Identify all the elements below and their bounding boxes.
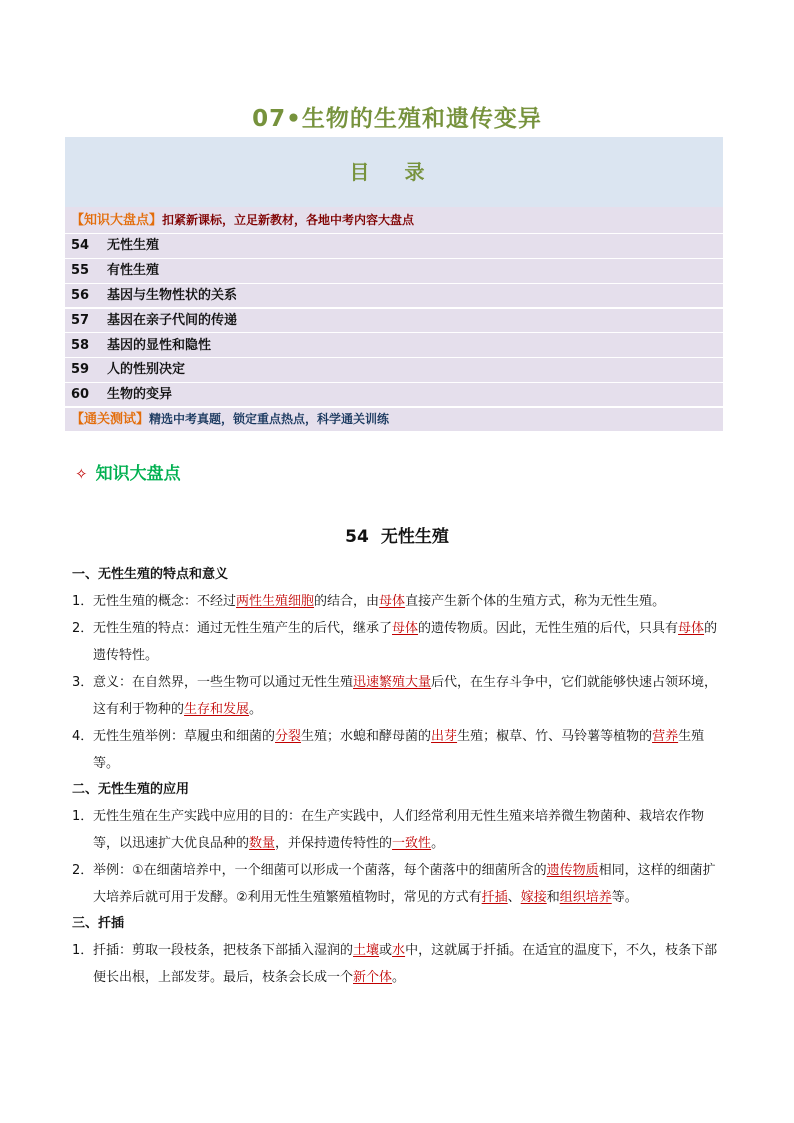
- toc-item-num: 56: [71, 288, 90, 304]
- chapter-label: 无性生殖: [380, 527, 449, 547]
- toc-heading: 目 录: [65, 137, 723, 207]
- toc-knowledge-note: 扣紧新课标，立足新教材，各地中考内容大盘点: [162, 212, 415, 227]
- keyword: 水: [392, 943, 406, 958]
- item-number: 1．: [72, 809, 94, 824]
- list-item: [72, 588, 724, 615]
- keyword: 母体: [379, 594, 406, 609]
- item-text: 扦插：剪取一段枝条，把枝条下部插入湿润的土壤或水中，这就属于扦插。在适宜的温度下，不久，枝条下部便长出根，上部发芽。最后，枝条会长成一个新个体。: [93, 943, 718, 985]
- item-text: 无性生殖的特点：通过无性生殖产生的后代，继承了母体的遗传物质。因此，无性生殖的后代，只具有母体的遗传特性。: [93, 621, 718, 663]
- toc-item[interactable]: [65, 358, 723, 382]
- keyword: 两性生殖细胞: [236, 594, 315, 609]
- list-item: [72, 857, 724, 911]
- toc-item-num: 60: [71, 387, 90, 403]
- toc-item-label: 基因与生物性状的关系: [107, 288, 238, 304]
- toc-item-label: 人的性别决定: [107, 362, 186, 378]
- item-text: 举例：①在细菌培养中，一个细菌可以形成一个菌落，每个菌落中的细菌所含的遗传物质相同，这样的细菌扩大培养后就可用于发酵。②利用无性生殖繁殖植物时，常见的方式有扦插、嫁接和组织培养等。: [93, 863, 716, 905]
- toc-item-num: 58: [71, 337, 90, 353]
- chapter-title: [0, 522, 794, 547]
- item-text: 无性生殖举例：草履虫和细菌的分裂生殖；水螅和酵母菌的出芽生殖；椒草、竹、马铃薯等植物的营养生殖等。: [93, 729, 705, 771]
- toc-item[interactable]: [65, 333, 723, 357]
- toc-item[interactable]: [65, 259, 723, 283]
- toc-item-label: 有性生殖: [107, 263, 160, 279]
- list-item: [72, 615, 724, 669]
- keyword: 母体: [678, 621, 705, 636]
- item-number: 3．: [72, 675, 94, 690]
- content-body: [72, 562, 724, 991]
- list-item: [72, 937, 724, 991]
- toc-test-note: 精选中考真题，锁定重点热点，科学通关训练: [149, 411, 390, 426]
- subheading-3: 三、扦插: [72, 916, 125, 931]
- toc-item-label: 无性生殖: [107, 238, 160, 254]
- keyword: 迅速繁殖大量: [353, 675, 432, 690]
- toc-item[interactable]: [65, 234, 723, 258]
- toc-knowledge-bracket: 【知识大盘点】: [71, 212, 163, 228]
- table-of-contents: [65, 137, 723, 431]
- keyword: 分裂: [275, 729, 302, 744]
- subheading-2: 二、无性生殖的应用: [72, 782, 190, 797]
- list-item: [72, 723, 724, 777]
- item-number: 2．: [72, 863, 94, 878]
- toc-item-label: 基因的显性和隐性: [107, 337, 212, 353]
- keyword: 组织培养: [559, 890, 612, 905]
- keyword: 营养: [652, 729, 679, 744]
- item-text: 无性生殖在生产实践中应用的目的：在生产实践中，人们经常利用无性生殖来培养微生物菌种、栽培农作物等，以迅速扩大优良品种的数量，并保持遗传特性的一致性。: [93, 809, 705, 851]
- keyword: 遗传物质: [546, 863, 599, 878]
- keyword: 嫁接: [520, 890, 547, 905]
- keyword: 新个体: [353, 970, 393, 985]
- toc-item-label: 基因在亲子代间的传递: [107, 312, 238, 328]
- keyword: 扦插: [481, 890, 508, 905]
- toc-item-num: 57: [71, 312, 90, 328]
- list-item: [72, 669, 724, 723]
- item-number: 2．: [72, 621, 94, 636]
- toc-test-bracket: 【通关测试】: [71, 411, 150, 427]
- item-text: 无性生殖的概念：不经过两性生殖细胞的结合，由母体直接产生新个体的生殖方式，称为无性生殖。: [93, 594, 666, 609]
- toc-item[interactable]: [65, 284, 723, 308]
- keyword: 母体: [392, 621, 419, 636]
- keyword: 一致性: [392, 836, 432, 851]
- toc-knowledge-row[interactable]: [65, 207, 723, 233]
- keyword: 生存和发展: [184, 702, 250, 717]
- item-text: 意义：在自然界，一些生物可以通过无性生殖迅速繁殖大量后代，在生存斗争中，它们就能够快速占领环境，这有利于物种的生存和发展。: [93, 675, 718, 717]
- four-point-star-icon: ✧: [75, 465, 88, 483]
- section-label: 知识大盘点: [95, 464, 181, 484]
- toc-item-num: 59: [71, 362, 90, 378]
- keyword: 土壤: [353, 943, 380, 958]
- toc-item-num: 55: [71, 263, 90, 279]
- chapter-num: 54: [345, 527, 369, 547]
- section-heading: [75, 459, 181, 484]
- item-number: 1．: [72, 943, 94, 958]
- document-title: 07•生物的生殖和遗传变异: [252, 106, 542, 132]
- subheading-1: 一、无性生殖的特点和意义: [72, 567, 229, 582]
- toc-item-num: 54: [71, 238, 90, 254]
- item-number: 4．: [72, 729, 94, 744]
- toc-item[interactable]: [65, 309, 723, 333]
- toc-item[interactable]: [65, 383, 723, 407]
- keyword: 出芽: [431, 729, 458, 744]
- toc-test-row[interactable]: [65, 408, 723, 432]
- item-number: 1．: [72, 594, 94, 609]
- keyword: 数量: [249, 836, 276, 851]
- list-item: [72, 803, 724, 857]
- toc-item-label: 生物的变异: [107, 387, 173, 403]
